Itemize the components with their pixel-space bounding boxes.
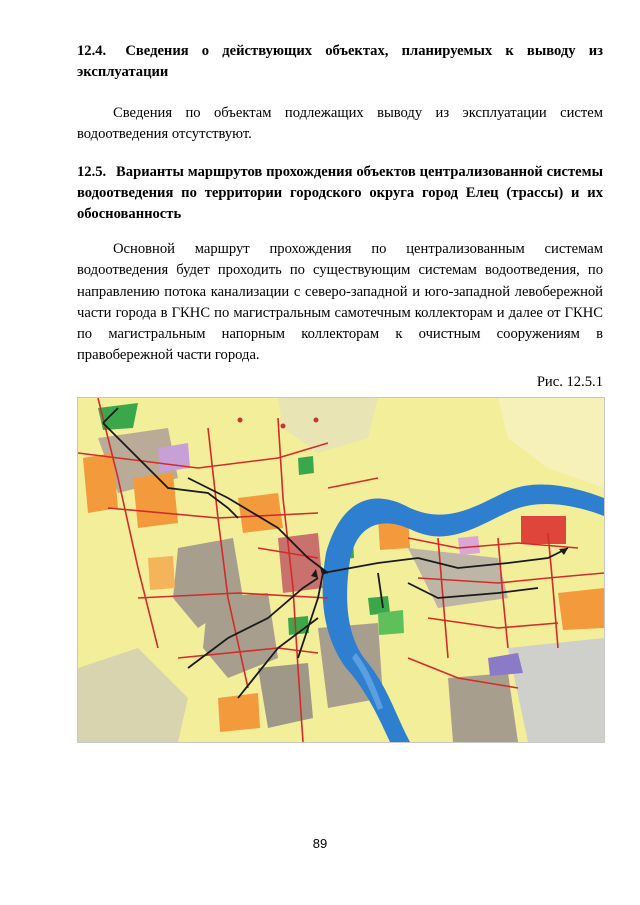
public-building-block — [83, 453, 118, 513]
section-12-5-heading — [77, 162, 603, 225]
special-zone — [521, 516, 566, 544]
section-number: 12.4. — [77, 43, 107, 59]
section-title: Варианты маршрутов прохождения объектов централизованной системы водоотведения по территории городского округа город Елец (трассы) и их обоснованность — [77, 164, 603, 222]
section-12-5-paragraph: Основной маршрут прохождения по централизованным системам водоотведения будет проходить по существующим системам водоотведения, по направлению потока канализации с северо-западной и юго-западной левобережной части города в ГКНС по магистральным самотечным коллекторам и далее от ГКНС по магистральным напорным коллекторам к очистным сооружениям в правобережной части города. — [77, 241, 603, 364]
sewer-routes-map — [77, 397, 605, 743]
section-12-4-heading — [77, 41, 603, 83]
city-map-image — [78, 398, 604, 742]
figure-caption: Рис. 12.5.1 — [536, 374, 603, 390]
section-12-4-paragraph: Сведения по объектам подлежащих выводу из эксплуатации систем водоотведения отсутствуют. — [77, 105, 603, 143]
section-title: Сведения о действующих объектах, планируемых к выводу из эксплуатации — [77, 43, 603, 80]
section-number: 12.5. — [77, 164, 107, 180]
page-number: 89 — [312, 836, 328, 851]
